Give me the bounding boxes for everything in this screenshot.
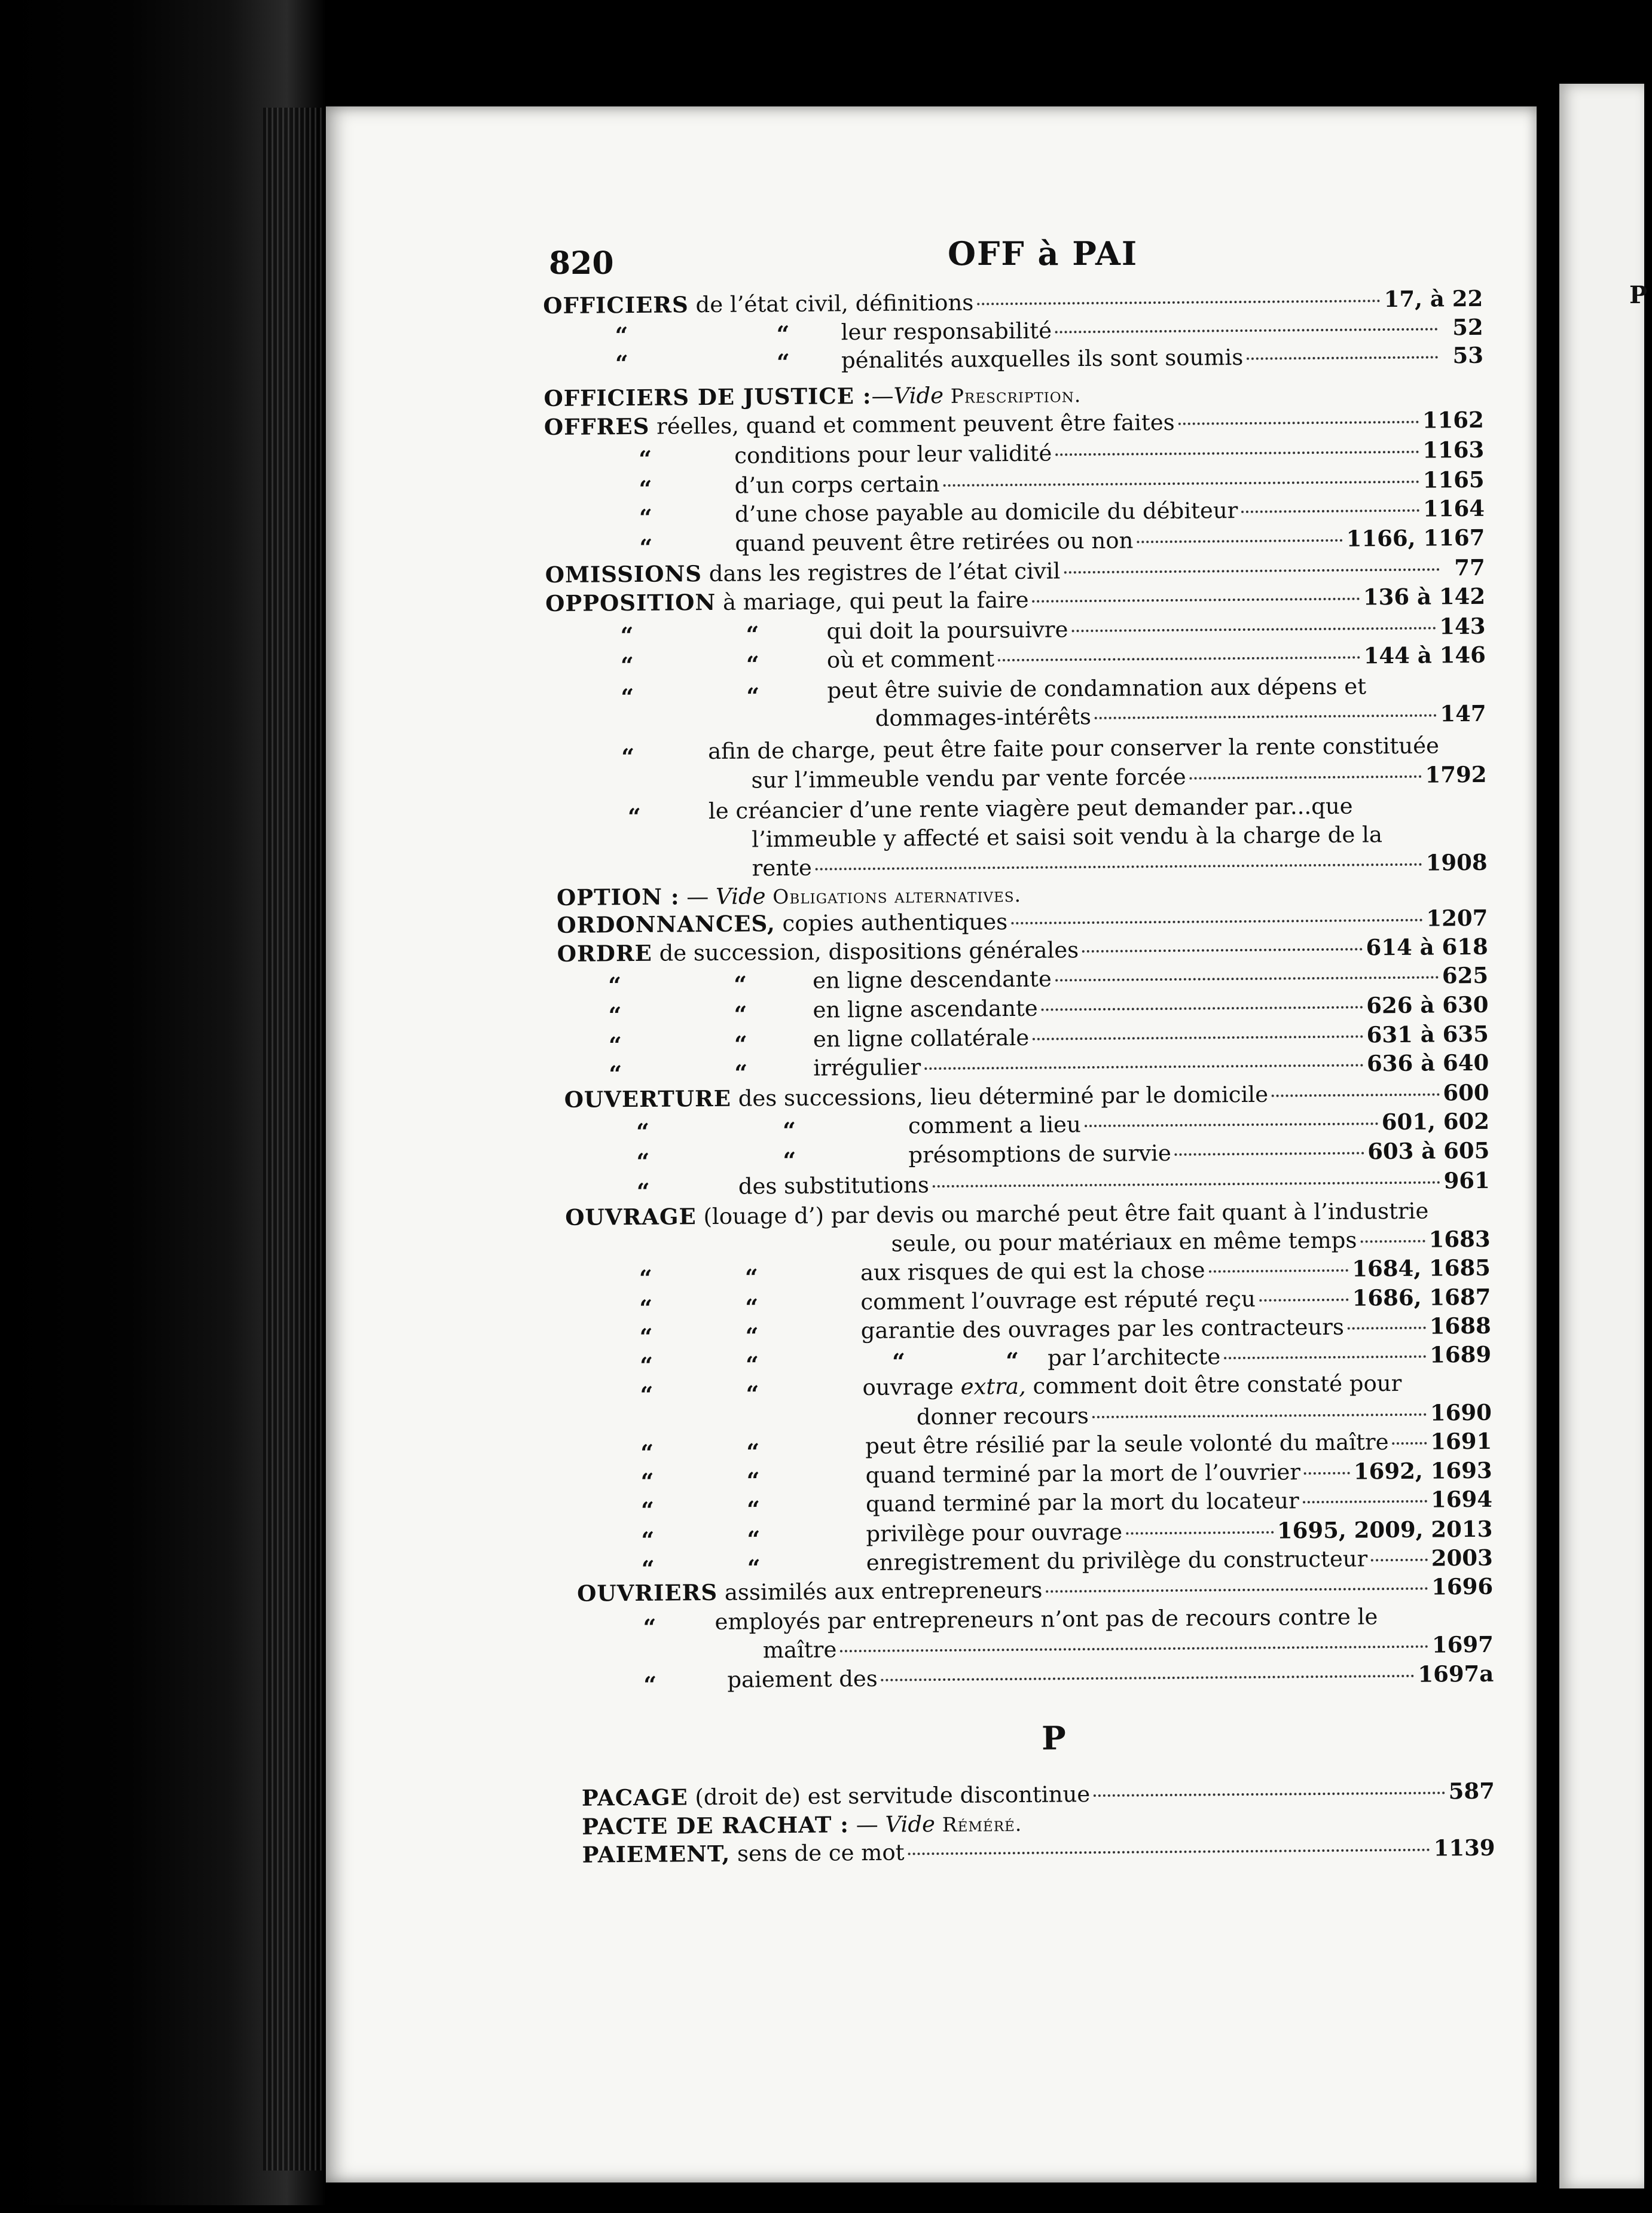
dot-leader [1094, 1791, 1445, 1797]
dot-leader [1055, 328, 1438, 333]
index-entry [875, 700, 1486, 732]
entry-text: quand terminé par la mort du locateur [865, 1488, 1299, 1517]
ditto-mark: “ [783, 1146, 796, 1174]
ditto-mark: “ [746, 1467, 760, 1494]
entry-text: sur l’immeuble vendu par vente forcée [751, 764, 1186, 793]
dot-leader [1348, 1327, 1426, 1330]
index-entry [543, 380, 1081, 412]
entry-text: présomptions de survie [908, 1140, 1171, 1168]
ditto-mark: “ [627, 802, 642, 831]
article-reference: 1792 [1425, 761, 1487, 788]
ditto-mark: “ [641, 1526, 655, 1553]
entry-text: (droit de) est servitude discontinue [695, 1781, 1091, 1811]
article-reference: 1694 [1430, 1485, 1493, 1513]
index-entry [752, 821, 1382, 853]
article-reference: 1139 [1433, 1834, 1495, 1861]
dot-leader [943, 481, 1419, 487]
section-letter: P [1041, 1718, 1066, 1757]
dot-leader [1175, 1152, 1364, 1155]
dot-leader [1055, 451, 1419, 456]
ditto-mark: “ [782, 1116, 796, 1144]
facing-page-letter: P [1629, 281, 1648, 309]
index-entry [735, 495, 1485, 528]
ditto-mark: “ [640, 1351, 654, 1379]
entry-text: garantie des ouvrages par les contracteurs [860, 1314, 1345, 1344]
article-reference: 1164 [1422, 495, 1485, 522]
entry-dash: — [871, 383, 894, 409]
dot-leader [1209, 1269, 1349, 1273]
index-entry [545, 582, 1485, 617]
dot-leader [1137, 539, 1342, 544]
article-reference: 631 à 635 [1366, 1020, 1489, 1048]
entry-text: (louage d’) par devis ou marché peut être fait quant à l’industrie [703, 1198, 1429, 1230]
entry-text: quand terminé par la mort de l’ouvrier [865, 1459, 1301, 1488]
ditto-mark: “ [640, 1496, 655, 1524]
article-reference: 625 [1442, 961, 1489, 989]
cross-reference: Réméré. [942, 1812, 1022, 1837]
dot-leader [1033, 1035, 1363, 1040]
entry-text: privilège pour ouvrage [866, 1519, 1123, 1547]
entry-headword: OFFICIERS DE JUSTICE : [543, 382, 872, 412]
ditto-mark: “ [640, 1467, 654, 1495]
entry-text: par l’architecte [1047, 1344, 1221, 1371]
ditto-mark: “ [746, 1380, 759, 1408]
entry-text: aux risques de qui est la chose [860, 1257, 1205, 1286]
article-reference: 601, 602 [1381, 1107, 1490, 1136]
entry-text: copies authentiques [782, 909, 1008, 937]
article-reference: 1697a [1418, 1660, 1494, 1687]
entry-text: irrégulier [813, 1054, 921, 1081]
ditto-mark: “ [734, 970, 747, 998]
dot-leader [1071, 627, 1436, 632]
ditto-mark: “ [1005, 1347, 1019, 1375]
article-reference: 136 à 142 [1363, 582, 1486, 611]
cross-reference: Prescription. [950, 383, 1082, 408]
running-head: OFF à PAI [948, 234, 1138, 273]
ditto-mark: “ [746, 1438, 760, 1466]
entry-text: quand peuvent être retirées ou non [735, 527, 1134, 557]
ditto-mark: “ [641, 1555, 655, 1582]
entry-text: comment a lieu [908, 1112, 1081, 1139]
entry-text: peut être suivie de condamnation aux dépens et [827, 673, 1367, 704]
ditto-mark: “ [615, 322, 628, 349]
index-entry [865, 1457, 1492, 1489]
ditto-mark: “ [640, 1381, 654, 1408]
entry-text: pénalités auxquelles ils sont soumis [841, 344, 1244, 374]
ditto-mark: “ [639, 1323, 653, 1350]
dot-leader [1259, 1299, 1349, 1302]
dot-leader [1272, 1093, 1439, 1097]
entry-text: d’un corps certain [734, 471, 940, 499]
ditto-mark: “ [636, 1118, 650, 1145]
index-entry [866, 1515, 1492, 1547]
vide-label: Vide [715, 883, 766, 909]
entry-text: d’une chose payable au domicile du débiteur [734, 497, 1238, 527]
entry-headword: OUVRAGE [565, 1203, 697, 1231]
index-entry [827, 641, 1486, 674]
ditto-mark: “ [734, 1000, 747, 1028]
ditto-mark: “ [620, 652, 634, 679]
dot-leader [1011, 919, 1422, 924]
entry-text: rente [752, 854, 813, 881]
dot-leader [1303, 1500, 1427, 1504]
vide-label: Vide [893, 382, 944, 409]
article-reference: 603 à 605 [1367, 1137, 1490, 1165]
dot-leader [840, 1646, 1428, 1653]
ditto-mark: “ [747, 1554, 761, 1582]
dot-leader [1304, 1472, 1350, 1475]
dot-leader [933, 1181, 1440, 1188]
dot-leader [1042, 1006, 1363, 1011]
ditto-mark: “ [776, 348, 790, 376]
index-entry [866, 1544, 1493, 1576]
entry-headword: ORDONNANCES, [557, 910, 775, 939]
dot-leader [1046, 1588, 1428, 1593]
entry-text: afin de charge, peut être faite pour conserver la rente constituée [707, 732, 1440, 765]
dot-leader [1241, 509, 1419, 513]
index-entry [891, 1225, 1490, 1257]
dot-leader [1126, 1531, 1274, 1535]
ditto-mark: “ [747, 1525, 761, 1553]
dot-leader [881, 1675, 1415, 1681]
page-number: 820 [549, 245, 614, 282]
entry-text: enregistrement du privilège du constructeur [866, 1546, 1368, 1576]
dot-leader [816, 863, 1422, 871]
entry-text: en ligne ascendante [813, 995, 1038, 1023]
entry-text: paiement des [727, 1665, 878, 1693]
entry-headword: OMISSIONS [545, 560, 703, 588]
ditto-mark: “ [746, 1351, 759, 1378]
dot-leader [1064, 568, 1439, 573]
dot-leader [1371, 1559, 1428, 1562]
dot-leader [998, 656, 1360, 661]
entry-text: en ligne collatérale [813, 1024, 1030, 1052]
index-entry [735, 524, 1485, 557]
index-entry [908, 1137, 1489, 1169]
index-entry [827, 673, 1366, 704]
article-reference: 52 [1452, 313, 1483, 341]
ditto-mark: “ [621, 683, 634, 711]
ditto-mark: “ [744, 1263, 759, 1291]
ditto-mark: “ [608, 1031, 622, 1059]
index-entry [582, 1777, 1495, 1812]
article-reference: 1697 [1431, 1631, 1494, 1658]
cross-reference: Obligations alternatives. [772, 883, 1022, 909]
entry-text: à mariage, qui peut la faire [722, 587, 1029, 615]
entry-headword: OPTION : [556, 883, 680, 911]
ditto-mark: “ [746, 651, 760, 678]
dot-leader [1092, 1414, 1427, 1418]
entry-text: seule, ou pour matériaux en même temps [891, 1227, 1357, 1257]
dot-leader [924, 1064, 1363, 1070]
index-entry [813, 1020, 1489, 1053]
ditto-mark: “ [621, 743, 635, 771]
entry-text: sens de ce mot [737, 1839, 905, 1867]
article-reference: 1908 [1425, 848, 1488, 876]
entry-text: de succession, dispositions générales [659, 937, 1079, 966]
entry-text: réelles, quand et comment peuvent être faites [656, 409, 1175, 439]
index-entry [544, 406, 1484, 441]
entry-text-continued: comment doit être constaté pour [1033, 1370, 1402, 1399]
index-entry [557, 880, 1021, 911]
ditto-mark: “ [620, 622, 634, 649]
vide-label: Vide [885, 1811, 936, 1837]
entry-text: qui doit la poursuivre [826, 616, 1068, 645]
article-reference: 1692, 1693 [1353, 1457, 1492, 1485]
ditto-mark: “ [643, 1613, 656, 1641]
index-entry [841, 341, 1483, 374]
article-reference: 614 à 618 [1366, 933, 1488, 961]
article-reference: 2003 [1431, 1544, 1493, 1571]
ditto-mark: “ [639, 1294, 653, 1321]
entry-headword: PACAGE [581, 1784, 688, 1811]
index-entry [727, 1660, 1494, 1693]
entry-text: conditions pour leur validité [734, 440, 1052, 469]
index-entry [917, 1399, 1492, 1431]
dot-leader [908, 1849, 1430, 1855]
index-entry [708, 732, 1439, 765]
dot-leader [1033, 597, 1360, 602]
entry-text: comment l’ouvrage est réputé reçu [860, 1286, 1256, 1315]
ditto-mark: “ [734, 1059, 748, 1086]
index-entry [751, 761, 1486, 794]
entry-text: en ligne descendante [812, 966, 1052, 994]
entry-headword: OFFRES [543, 413, 650, 441]
index-entry [734, 466, 1484, 499]
ditto-mark: “ [639, 475, 652, 502]
index-entry [813, 961, 1488, 994]
entry-text: employés par entrepreneurs n’ont pas de recours contre le [714, 1604, 1378, 1635]
dot-leader [1224, 1356, 1426, 1360]
article-reference: 1163 [1422, 436, 1485, 463]
entry-text: assimilés aux entrepreneurs [724, 1577, 1043, 1605]
ditto-mark: “ [745, 1293, 759, 1321]
index-entry [738, 1167, 1490, 1200]
entry-headword: OPPOSITION [545, 588, 716, 617]
index-entry [813, 991, 1488, 1024]
entry-headword: OUVERTURE [564, 1085, 732, 1113]
article-reference: 1165 [1422, 466, 1485, 493]
entry-emphasis: extra, [960, 1373, 1026, 1400]
entry-text: des successions, lieu déterminé par le domicile [738, 1081, 1269, 1112]
article-reference: 1688 [1429, 1312, 1491, 1339]
ditto-mark: “ [639, 445, 652, 472]
article-reference: 144 à 146 [1363, 641, 1486, 669]
index-entry [582, 1809, 1022, 1840]
article-reference: 1166, 1167 [1346, 524, 1485, 552]
index-entry [826, 612, 1485, 645]
ditto-mark: “ [776, 320, 790, 348]
ditto-mark: “ [746, 621, 759, 648]
dot-leader [1247, 356, 1438, 360]
entry-headword: PACTE DE RACHAT : [582, 1811, 850, 1840]
entry-dash: — [856, 1811, 878, 1838]
entry-text: où et comment [826, 646, 995, 673]
ditto-mark: “ [891, 1348, 906, 1375]
dot-leader [1360, 1240, 1425, 1243]
article-reference: 1689 [1429, 1341, 1492, 1368]
ditto-mark: “ [746, 682, 760, 710]
entry-text: dommages-intérêts [875, 703, 1092, 731]
article-reference: 600 [1443, 1079, 1489, 1106]
entry-text: le créancier d’une rente viagère peut demander par...que [708, 793, 1353, 825]
index-entry [714, 1603, 1378, 1636]
dot-leader [1095, 714, 1437, 719]
index-entry [860, 1283, 1491, 1315]
index-entry [865, 1427, 1492, 1460]
ditto-mark: “ [745, 1322, 759, 1350]
index-entry [763, 1631, 1494, 1664]
ditto-mark: “ [734, 1030, 748, 1058]
ditto-mark: “ [643, 1671, 657, 1698]
dot-leader [1178, 421, 1419, 425]
ditto-mark: “ [746, 1495, 761, 1523]
article-reference: 961 [1443, 1167, 1490, 1194]
article-reference: 1696 [1431, 1573, 1494, 1600]
entry-headword: PAIEMENT, [582, 1840, 731, 1868]
index-entry [866, 1485, 1492, 1518]
entry-headword: OUVRIERS [577, 1579, 718, 1607]
ditto-mark: “ [615, 350, 629, 377]
index-entry [1048, 1341, 1491, 1372]
ditto-mark: “ [640, 1439, 654, 1466]
article-reference: 1695, 2009, 2013 [1277, 1515, 1493, 1544]
ditto-mark: “ [636, 1147, 650, 1175]
index-entry [861, 1312, 1491, 1344]
article-reference: 1686, 1687 [1352, 1283, 1491, 1311]
index-entry [709, 793, 1353, 825]
index-entry [841, 313, 1483, 346]
entry-headword: OFFICIERS [543, 291, 689, 319]
entry-text: maître [762, 1637, 837, 1663]
ditto-mark: “ [639, 533, 653, 561]
ditto-mark: “ [639, 1264, 653, 1292]
ditto-mark: “ [636, 1177, 650, 1205]
index-entry [752, 848, 1487, 882]
dot-leader [1190, 776, 1422, 780]
article-reference: 1683 [1428, 1225, 1491, 1253]
entry-text: l’immeuble y affecté et saisi soit vendu à la charge de la [752, 822, 1383, 853]
index-entry [908, 1107, 1489, 1140]
index-entry [734, 436, 1484, 469]
dot-leader [1055, 976, 1439, 981]
article-reference: 1684, 1685 [1352, 1254, 1491, 1282]
entry-text: donner recours [916, 1403, 1089, 1430]
article-reference: 1207 [1426, 904, 1488, 932]
entry-text: dans les registres de l’état civil [709, 558, 1061, 587]
entry-headword: ORDRE [557, 939, 652, 967]
article-reference: 1162 [1422, 406, 1485, 434]
article-reference: 1690 [1430, 1399, 1492, 1426]
ditto-mark: “ [639, 503, 653, 531]
article-reference: 587 [1448, 1777, 1495, 1805]
article-reference: 147 [1440, 700, 1486, 727]
index-entry [860, 1254, 1491, 1286]
entry-dash: — [686, 884, 709, 910]
entry-text: de l’état civil, définitions [695, 289, 974, 318]
ditto-mark: “ [609, 1060, 622, 1088]
dot-leader [1085, 1122, 1378, 1127]
article-reference: 53 [1452, 341, 1484, 369]
index-entry [813, 1049, 1489, 1082]
dot-leader [1393, 1442, 1427, 1445]
article-reference: 77 [1454, 554, 1485, 581]
entry-text: ouvrage [862, 1373, 954, 1401]
entry-text: leur responsabilité [841, 318, 1052, 346]
article-reference: 626 à 630 [1366, 991, 1489, 1019]
entry-text: peut être résilié par la seule volonté du maître [865, 1429, 1389, 1459]
article-reference: 143 [1439, 612, 1486, 640]
index-entry [862, 1370, 1401, 1402]
article-reference: 17, à 22 [1384, 285, 1483, 313]
dot-leader [1082, 948, 1362, 953]
article-reference: 1691 [1430, 1427, 1492, 1455]
index-entry [577, 1573, 1493, 1607]
entry-text: des substitutions [738, 1172, 930, 1199]
ditto-mark: “ [608, 1002, 622, 1029]
article-reference: 636 à 640 [1366, 1049, 1489, 1077]
ditto-mark: “ [608, 972, 622, 999]
dot-leader [977, 300, 1380, 305]
